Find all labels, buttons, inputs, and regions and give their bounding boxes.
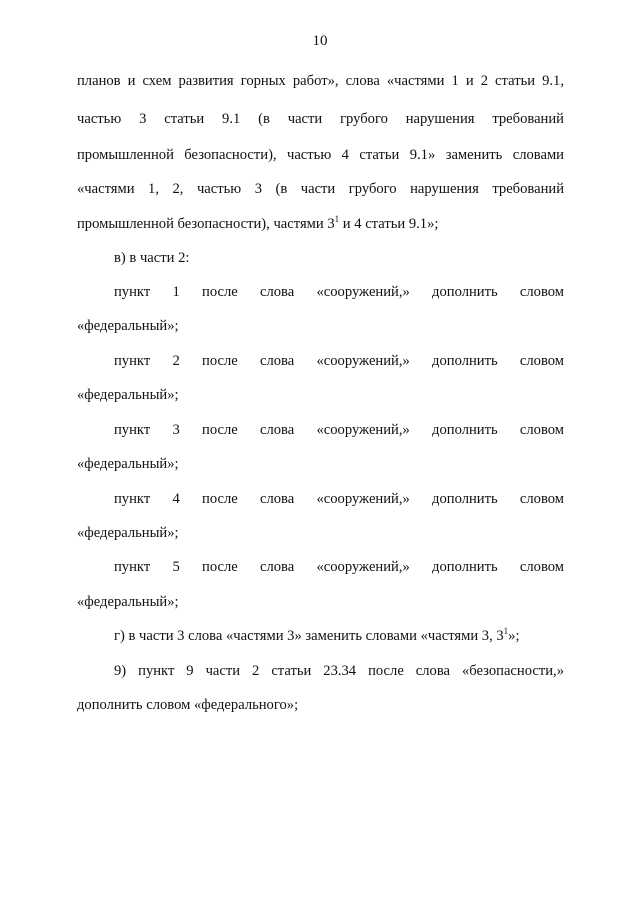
subsection-heading: в) в части 2: <box>114 250 190 266</box>
text-line: дополнить словом «федерального»; <box>77 697 299 713</box>
text-line: пункт 3 после слова «сооружений,» дополнить словом <box>114 422 564 438</box>
text-line: «федеральный»; <box>77 318 179 334</box>
text-line: пункт 5 после слова «сооружений,» дополнить словом <box>114 559 564 575</box>
superscript: 1 <box>503 626 509 636</box>
text-line <box>77 212 564 236</box>
text-fragment: г) в части 3 слова «частями 3» заменить словами «частями 3, 3 <box>114 628 504 644</box>
text-fragment: и 4 статьи 9.1»; <box>339 216 439 232</box>
text-line: «федеральный»; <box>77 594 179 610</box>
text-line: «федеральный»; <box>77 387 179 403</box>
page-number: 10 <box>312 33 328 49</box>
text-line <box>114 624 564 648</box>
text-line: промышленной безопасности), частью 4 статьи 9.1» заменить словами <box>77 147 564 163</box>
text-line: пункт 1 после слова «сооружений,» дополнить словом <box>114 284 564 300</box>
text-line: 9) пункт 9 части 2 статьи 23.34 после слова «безопасности,» <box>114 663 564 679</box>
text-line: «федеральный»; <box>77 456 179 472</box>
text-line: «федеральный»; <box>77 525 179 541</box>
superscript: 1 <box>334 214 340 224</box>
text-line: частью 3 статьи 9.1 (в части грубого нарушения требований <box>77 111 564 127</box>
text-fragment: »; <box>508 628 520 644</box>
text-line: пункт 4 после слова «сооружений,» дополнить словом <box>114 491 564 507</box>
text-line: планов и схем развития горных работ», слова «частями 1 и 2 статьи 9.1, <box>77 73 564 89</box>
text-fragment: промышленной безопасности), частями 3 <box>77 216 335 232</box>
text-line: пункт 2 после слова «сооружений,» дополнить словом <box>114 353 564 369</box>
text-line: «частями 1, 2, частью 3 (в части грубого нарушения требований <box>77 181 564 197</box>
